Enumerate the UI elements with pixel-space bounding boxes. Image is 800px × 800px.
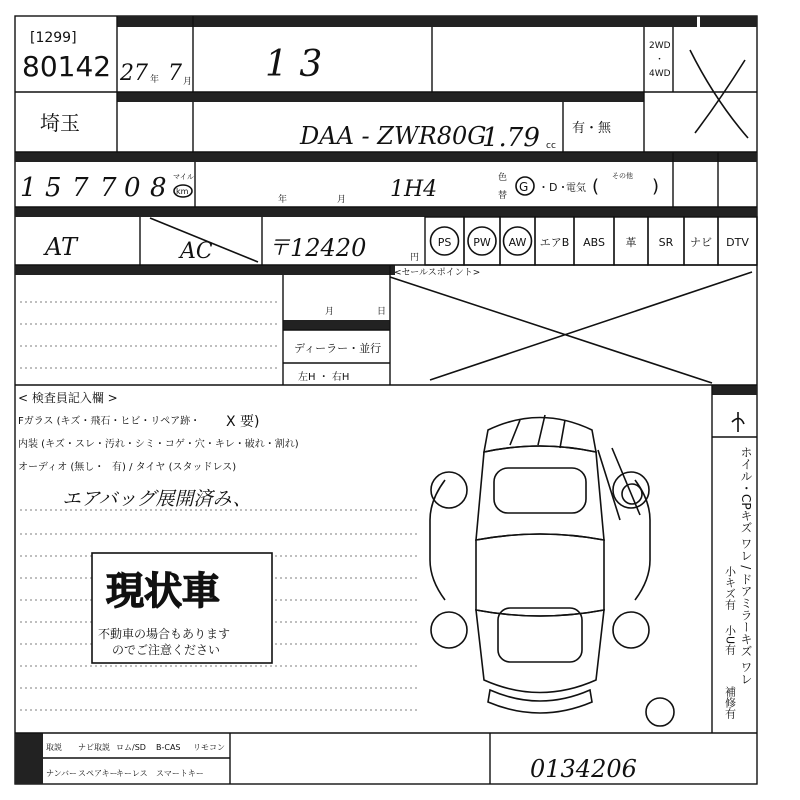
price-mark: 〒 xyxy=(268,236,291,261)
mileage-digit: 7 xyxy=(72,173,89,203)
color-elec: 電気 xyxy=(566,183,586,194)
price-unit: 円 xyxy=(410,253,420,263)
lot-number: 80142 xyxy=(22,50,112,83)
legend-small-2: 小U有 xyxy=(723,625,737,656)
region: 埼玉 xyxy=(40,111,80,135)
equipment-label: PW xyxy=(473,236,491,249)
mileage-digit: 7 xyxy=(100,173,117,203)
inspector-line1-mark: X 要) xyxy=(226,414,260,430)
footer-item: 取説 xyxy=(46,743,62,752)
displacement-value: 1.79 xyxy=(482,123,540,153)
dotted-lines-left xyxy=(20,302,280,368)
footer-items xyxy=(46,742,225,778)
inspection-month-unit: 月 xyxy=(337,195,347,205)
footer-item: B-CAS xyxy=(156,743,181,752)
footer-item: ナンバー xyxy=(46,769,78,778)
month-unit: 月 xyxy=(183,77,193,87)
header-bar-row4 xyxy=(15,207,757,217)
color-g: G xyxy=(519,180,529,194)
equipment-label: PS xyxy=(437,236,452,249)
year-value: 27 xyxy=(120,61,148,86)
mileage xyxy=(20,173,167,203)
mileage-digit: 0 xyxy=(124,173,141,203)
sales-cross-2 xyxy=(430,272,752,380)
legend-text: ホイル・CPキズ ワレ / ドアミラーキズ ワレ xyxy=(739,446,753,685)
aircon: AC xyxy=(180,239,213,264)
header-bar-row5 xyxy=(15,265,395,275)
footer-item: ナビ取説 xyxy=(78,743,110,752)
sales-cross-1 xyxy=(390,277,712,383)
big-x-mark xyxy=(690,50,748,138)
score-value: 1 3 xyxy=(265,44,323,85)
header-bar-corner xyxy=(700,16,757,27)
dealer-month: 月 xyxy=(325,307,335,317)
mileage-unit-km: km xyxy=(176,187,189,196)
displacement-unit: cc xyxy=(546,141,556,151)
legend-small-1: 小キズ有 xyxy=(723,566,737,610)
hybrid: 有・無 xyxy=(572,121,612,136)
mileage-unit-mile: マイル xyxy=(173,173,194,181)
header-bar-top xyxy=(117,16,697,27)
dealer-day: 日 xyxy=(377,307,387,317)
car-diagram xyxy=(430,415,674,726)
color-label-bottom: 替 xyxy=(498,191,508,201)
header-bar-dealer xyxy=(283,320,390,330)
inspector-handwritten: エアバッグ展開済み、 xyxy=(62,488,252,510)
drive-sep: ・ xyxy=(655,55,665,65)
stamp-line2: のでご注意ください xyxy=(112,643,221,657)
header-bar-row2 xyxy=(117,92,644,102)
equipment-label: AW xyxy=(508,236,527,249)
dealer-handle: 左H ・ 右H xyxy=(298,372,350,383)
paren-close: ) xyxy=(652,176,660,197)
inspection-value: 1H4 xyxy=(390,177,438,202)
dealer-type: ディーラー・並行 xyxy=(294,342,382,355)
stamp-line1: 不動車の場合もあります xyxy=(98,627,231,641)
color-d: ・D・ xyxy=(538,181,569,194)
inspector-line3b: 有) / タイヤ (スタッドレス) xyxy=(112,462,237,473)
drive-2wd: 2WD xyxy=(649,41,671,51)
legend-circle xyxy=(646,698,674,726)
year-unit: 年 xyxy=(150,75,160,85)
transmission: AT xyxy=(45,233,78,261)
stamp-title: 現状車 xyxy=(106,569,221,613)
equipment-label: エアB xyxy=(539,236,570,249)
footer-item: キーレス xyxy=(116,769,148,778)
legend-small-3: 補修有 xyxy=(723,686,737,719)
footer-serial: 0134206 xyxy=(530,755,637,783)
footer-item: スペアキー xyxy=(78,769,118,778)
mileage-digit: 1 xyxy=(20,173,37,203)
color-other: その他 xyxy=(612,172,633,180)
equipment-row xyxy=(425,217,757,265)
footer-item: スマートキー xyxy=(156,769,204,778)
inspector-title: < 検査員記入欄 > xyxy=(18,391,118,405)
footer-item: ロム/SD xyxy=(116,743,146,752)
lot-code: [1299] xyxy=(30,30,77,46)
inspector-line1: Fガラス (キズ・飛石・ヒビ・リペア跡・ xyxy=(18,416,201,427)
header-bar-legend xyxy=(712,385,757,395)
equipment-label: 革 xyxy=(625,236,637,249)
equipment-label: SR xyxy=(658,236,674,249)
color-label-top: 色 xyxy=(498,173,508,183)
inspection-year-unit: 年 xyxy=(278,195,288,205)
mileage-digit: 8 xyxy=(150,173,167,203)
equipment-label: DTV xyxy=(726,236,749,249)
drive-4wd: 4WD xyxy=(649,69,671,79)
equipment-label: ナビ xyxy=(690,236,712,249)
header-bar-row3 xyxy=(15,152,757,162)
paren-open: ( xyxy=(592,176,600,197)
inspector-line3: オーディオ (無し・ xyxy=(18,462,105,473)
mileage-digit: 5 xyxy=(45,173,62,203)
header-bar-footer xyxy=(15,733,43,784)
sales-points-label: <セールスポイント> xyxy=(394,268,481,278)
inspector-line2: 内装 (キズ・スレ・汚れ・シミ・コゲ・穴・キレ・破れ・割れ) xyxy=(18,439,299,450)
month-value: 7 xyxy=(168,61,182,86)
footer-item: リモコン xyxy=(193,743,225,752)
legend-mark xyxy=(732,412,744,432)
equipment-label: ABS xyxy=(583,236,605,249)
model-code: DAA - ZWR80G xyxy=(300,122,487,150)
price-value: 12420 xyxy=(290,234,367,262)
